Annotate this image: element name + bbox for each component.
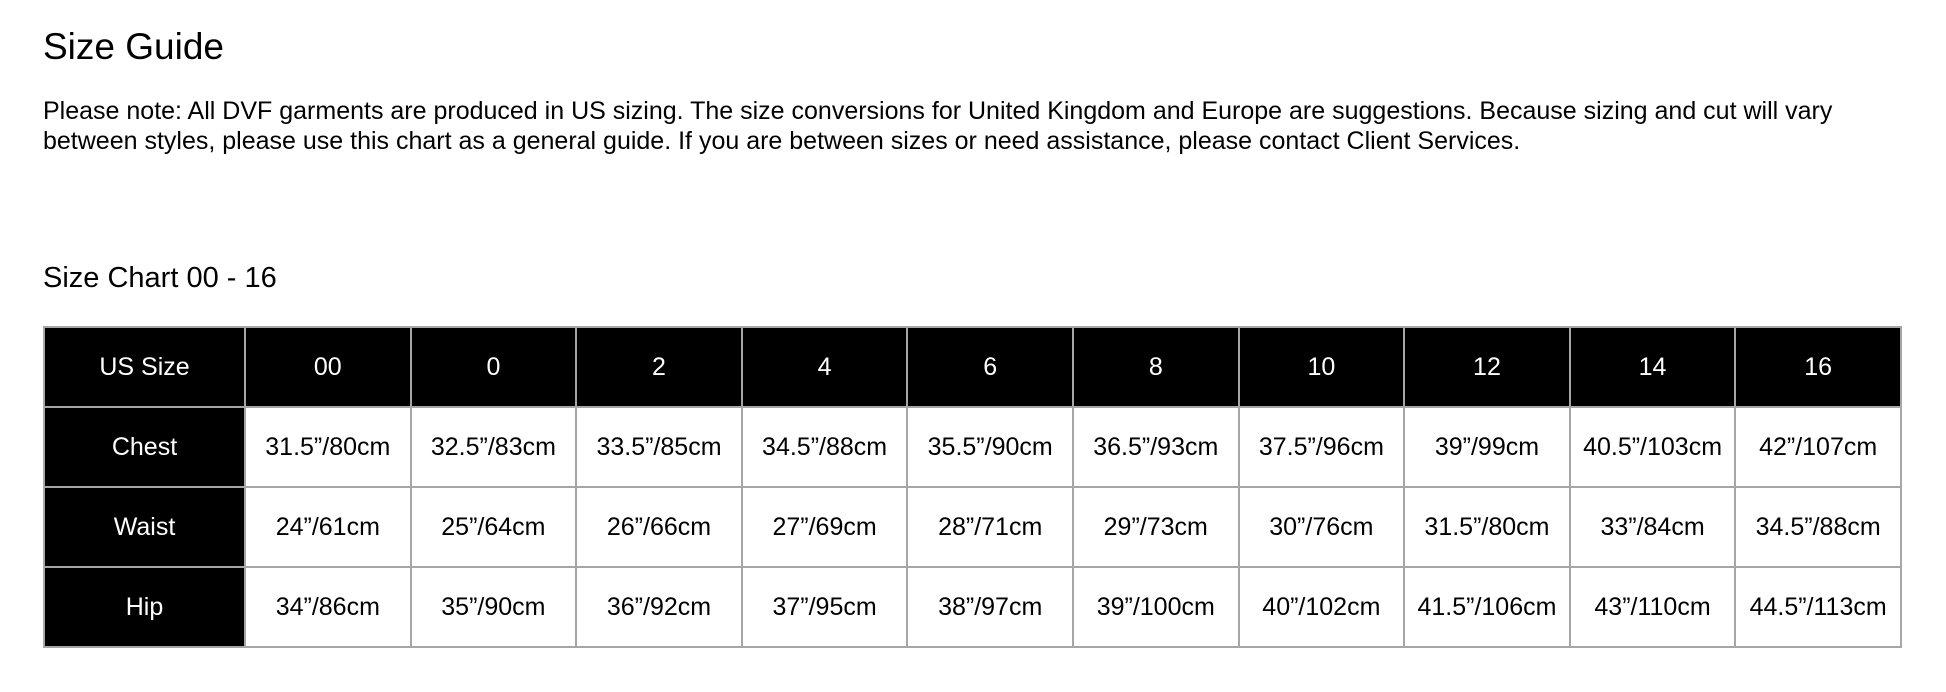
table-cell: 36.5”/93cm — [1073, 407, 1239, 487]
table-cell: 39”/99cm — [1404, 407, 1570, 487]
table-cell: 42”/107cm — [1735, 407, 1901, 487]
table-cell: 32.5”/83cm — [411, 407, 577, 487]
table-cell: 27”/69cm — [742, 487, 908, 567]
size-chart-table — [43, 326, 1902, 648]
size-header-cell: 2 — [576, 327, 742, 407]
size-header-cell: 16 — [1735, 327, 1901, 407]
sizing-note: Please note: All DVF garments are produced in US sizing. The size conversions for United Kingdom and Europe are suggestions. Because sizing and cut will vary between styles, please use this chart as a general guide. If you are between sizes or need assistance, please contact Client Services. — [43, 97, 1833, 155]
size-header-cell: 14 — [1570, 327, 1736, 407]
table-cell: 31.5”/80cm — [1404, 487, 1570, 567]
page-title: Size Guide — [43, 26, 224, 67]
table-cell: 41.5”/106cm — [1404, 567, 1570, 647]
table-cell: 34.5”/88cm — [742, 407, 908, 487]
table-cell: 40.5”/103cm — [1570, 407, 1736, 487]
table-row-chest — [44, 407, 1901, 487]
size-header-cell: 4 — [742, 327, 908, 407]
size-header-cell: 6 — [907, 327, 1073, 407]
table-cell: 33.5”/85cm — [576, 407, 742, 487]
table-cell: 37”/95cm — [742, 567, 908, 647]
table-cell: 44.5”/113cm — [1735, 567, 1901, 647]
table-cell: 33”/84cm — [1570, 487, 1736, 567]
table-cell: 34.5”/88cm — [1735, 487, 1901, 567]
table-cell: 36”/92cm — [576, 567, 742, 647]
table-cell: 38”/97cm — [907, 567, 1073, 647]
table-row-waist — [44, 487, 1901, 567]
size-header-label: US Size — [44, 327, 245, 407]
table-cell: 30”/76cm — [1239, 487, 1405, 567]
table-cell: 26”/66cm — [576, 487, 742, 567]
table-cell: 24”/61cm — [245, 487, 411, 567]
table-cell: 43”/110cm — [1570, 567, 1736, 647]
size-header-cell: 8 — [1073, 327, 1239, 407]
size-header-cell: 00 — [245, 327, 411, 407]
row-label-hip: Hip — [44, 567, 245, 647]
table-cell: 40”/102cm — [1239, 567, 1405, 647]
size-header-cell: 10 — [1239, 327, 1405, 407]
table-cell: 39”/100cm — [1073, 567, 1239, 647]
row-label-waist: Waist — [44, 487, 245, 567]
table-cell: 35”/90cm — [411, 567, 577, 647]
table-cell: 25”/64cm — [411, 487, 577, 567]
row-label-chest: Chest — [44, 407, 245, 487]
size-chart-title: Size Chart 00 - 16 — [43, 262, 277, 294]
size-header-cell: 12 — [1404, 327, 1570, 407]
table-cell: 35.5”/90cm — [907, 407, 1073, 487]
table-cell: 28”/71cm — [907, 487, 1073, 567]
table-cell: 29”/73cm — [1073, 487, 1239, 567]
table-cell: 37.5”/96cm — [1239, 407, 1405, 487]
table-cell: 34”/86cm — [245, 567, 411, 647]
size-header-cell: 0 — [411, 327, 577, 407]
table-cell: 31.5”/80cm — [245, 407, 411, 487]
table-row-hip — [44, 567, 1901, 647]
size-header-row — [44, 327, 1901, 407]
